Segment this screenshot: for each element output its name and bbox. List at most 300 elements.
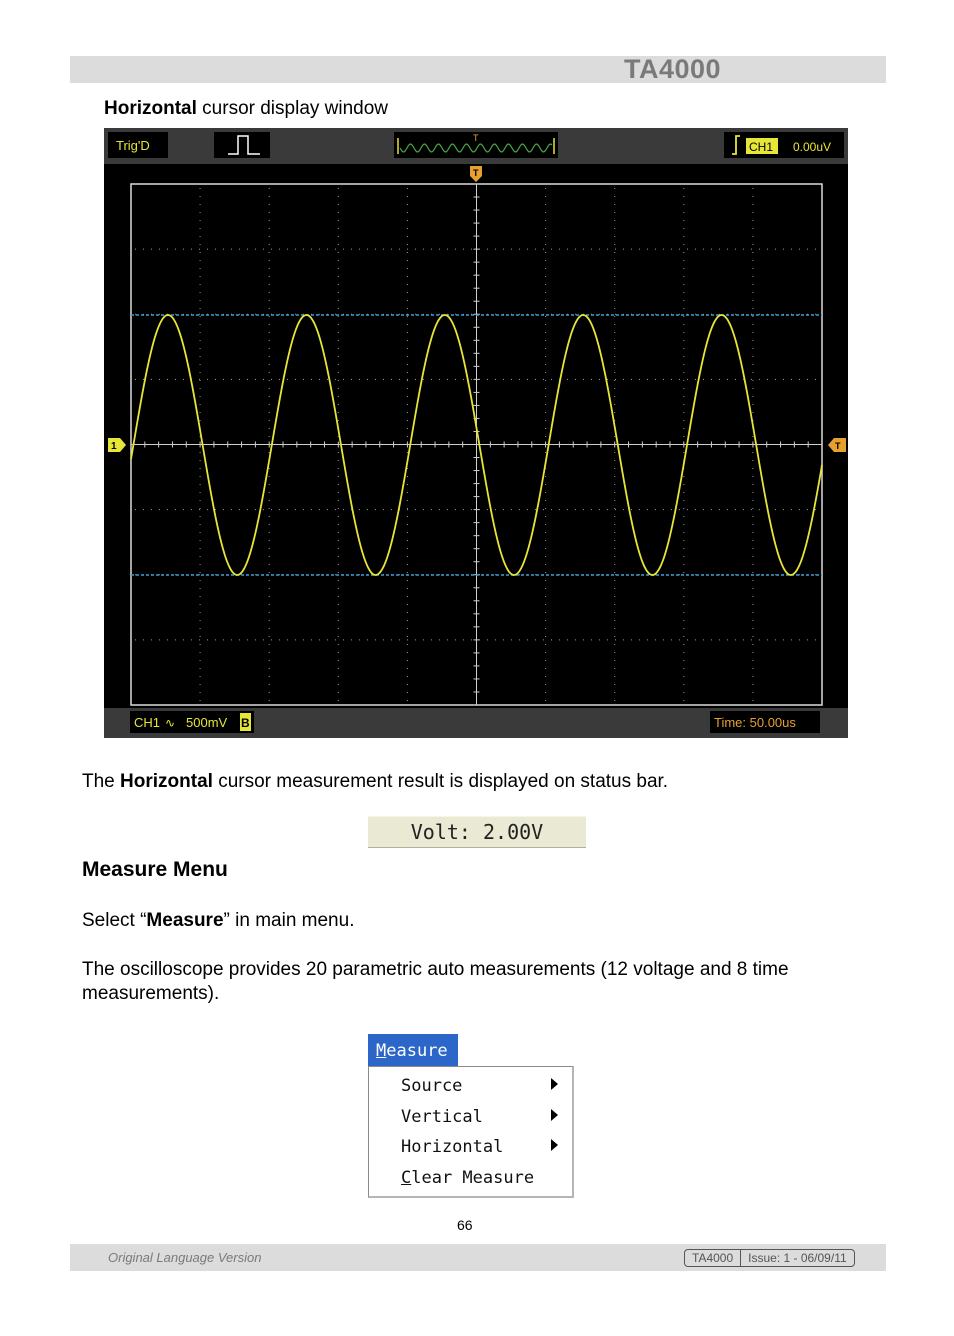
menu-item-vertical[interactable]: Vertical (401, 1107, 483, 1127)
grid-dot (407, 628, 408, 629)
grid-dot (695, 379, 696, 380)
grid-dot (200, 356, 201, 357)
grid-dot (338, 388, 339, 389)
grid-dot (255, 639, 256, 640)
grid-dot (269, 548, 270, 549)
grid-dot (269, 252, 270, 253)
grid-dot (338, 276, 339, 277)
grid-dot (471, 249, 472, 250)
grid-dot (269, 404, 270, 405)
grid-dot (183, 249, 184, 250)
grid-dot (583, 639, 584, 640)
grid-dot (752, 604, 753, 605)
grid-dot (671, 509, 672, 510)
grid-dot (775, 509, 776, 510)
grid-dot (239, 379, 240, 380)
grid-dot (407, 324, 408, 325)
grid-dot (200, 268, 201, 269)
grid-dot (759, 574, 760, 575)
grid-dot (327, 249, 328, 250)
grid-dot (545, 700, 546, 701)
grid-dot (545, 644, 546, 645)
grid-dot (545, 596, 546, 597)
grid-dot (200, 628, 201, 629)
grid-dot (167, 509, 168, 510)
grid-dot (614, 332, 615, 333)
grid-dot (367, 639, 368, 640)
grid-dot (407, 516, 408, 517)
trigger-position-label: T (473, 168, 479, 178)
grid-dot (752, 372, 753, 373)
grid-dot (407, 388, 408, 389)
grid-dot (545, 220, 546, 221)
grid-dot (614, 308, 615, 309)
grid-dot (535, 574, 536, 575)
grid-dot (591, 639, 592, 640)
grid-dot (683, 284, 684, 285)
grid-dot (338, 668, 339, 669)
grid-dot (407, 500, 408, 501)
grid-dot (623, 639, 624, 640)
grid-dot (567, 249, 568, 250)
grid-dot (683, 692, 684, 693)
grid-dot (415, 574, 416, 575)
grid-dot (319, 249, 320, 250)
grid-dot (752, 700, 753, 701)
grid-dot (752, 268, 753, 269)
grid-dot (407, 452, 408, 453)
grid-dot (752, 356, 753, 357)
grid-dot (679, 249, 680, 250)
overview-trigger-marker: T (473, 133, 479, 143)
grid-dot (200, 636, 201, 637)
grid-dot (615, 639, 616, 640)
grid-dot (159, 509, 160, 510)
grid-dot (519, 379, 520, 380)
grid-dot (183, 509, 184, 510)
grid-dot (545, 652, 546, 653)
grid-dot (535, 379, 536, 380)
grid-dot (431, 509, 432, 510)
grid-dot (752, 220, 753, 221)
grid-dot (255, 379, 256, 380)
grid-dot (663, 509, 664, 510)
grid-dot (159, 574, 160, 575)
grid-dot (751, 639, 752, 640)
grid-dot (407, 340, 408, 341)
grid-dot (199, 574, 200, 575)
grid-dot (295, 574, 296, 575)
grid-dot (200, 548, 201, 549)
measure-menu-title[interactable] (368, 1034, 458, 1066)
grid-dot (759, 509, 760, 510)
grid-dot (583, 509, 584, 510)
grid-dot (200, 596, 201, 597)
grid-dot (439, 379, 440, 380)
grid-dot (687, 379, 688, 380)
grid-dot (359, 249, 360, 250)
menu-item-source[interactable]: Source (401, 1076, 463, 1096)
grid-dot (751, 379, 752, 380)
grid-dot (639, 509, 640, 510)
grid-dot (503, 379, 504, 380)
grid-dot (614, 620, 615, 621)
grid-dot (200, 612, 201, 613)
grid-dot (338, 212, 339, 213)
grid-dot (407, 700, 408, 701)
grid-dot (335, 249, 336, 250)
grid-dot (295, 639, 296, 640)
grid-dot (567, 639, 568, 640)
grid-dot (311, 509, 312, 510)
grid-dot (269, 596, 270, 597)
grid-dot (767, 379, 768, 380)
grid-dot (231, 639, 232, 640)
grid-dot (269, 220, 270, 221)
grid-dot (269, 580, 270, 581)
grid-dot (752, 508, 753, 509)
grid-dot (752, 308, 753, 309)
grid-dot (545, 332, 546, 333)
grid-dot (695, 639, 696, 640)
grid-dot (567, 509, 568, 510)
grid-dot (683, 668, 684, 669)
grid-dot (639, 314, 640, 315)
grid-dot (223, 639, 224, 640)
submenu-arrow-icon (551, 1078, 558, 1090)
grid-dot (338, 596, 339, 597)
grid-dot (269, 604, 270, 605)
grid-dot (591, 379, 592, 380)
grid-dot (727, 509, 728, 510)
grid-dot (583, 249, 584, 250)
grid-dot (407, 260, 408, 261)
grid-dot (545, 356, 546, 357)
menu-item-horizontal[interactable]: Horizontal (401, 1137, 504, 1157)
ch1-ground-label: 1 (111, 441, 117, 452)
grid-dot (415, 639, 416, 640)
grid-dot (269, 276, 270, 277)
grid-dot (623, 509, 624, 510)
grid-dot (683, 516, 684, 517)
grid-dot (683, 620, 684, 621)
grid-dot (269, 516, 270, 517)
grid-dot (338, 452, 339, 453)
grid-dot (495, 574, 496, 575)
grid-dot (338, 692, 339, 693)
grid-dot (407, 644, 408, 645)
grid-dot (815, 639, 816, 640)
grid-dot (683, 348, 684, 349)
grid-dot (683, 300, 684, 301)
grid-dot (545, 188, 546, 189)
grid-dot (807, 509, 808, 510)
grid-dot (269, 348, 270, 349)
grid-dot (269, 372, 270, 373)
grid-dot (311, 639, 312, 640)
grid-dot (783, 249, 784, 250)
caption-text: cursor display window (196, 98, 389, 119)
grid-dot (815, 509, 816, 510)
grid-dot (775, 314, 776, 315)
grid-dot (614, 404, 615, 405)
grid-dot (269, 388, 270, 389)
grid-dot (752, 260, 753, 261)
grid-dot (799, 379, 800, 380)
grid-dot (545, 396, 546, 397)
grid-dot (338, 348, 339, 349)
grid-dot (407, 556, 408, 557)
grid-dot (367, 379, 368, 380)
grid-dot (647, 639, 648, 640)
grid-dot (407, 612, 408, 613)
grid-dot (752, 636, 753, 637)
grid-dot (175, 379, 176, 380)
grid-dot (545, 436, 546, 437)
grid-dot (207, 639, 208, 640)
grid-dot (269, 612, 270, 613)
menu-title-mnemonic: M (376, 1041, 387, 1061)
footer-model: TA4000 (692, 1251, 734, 1265)
grid-dot (359, 509, 360, 510)
grid-dot (338, 252, 339, 253)
grid-dot (614, 580, 615, 581)
grid-dot (545, 364, 546, 365)
grid-dot (527, 379, 528, 380)
grid-dot (683, 364, 684, 365)
grid-dot (752, 364, 753, 365)
grid-dot (215, 314, 216, 315)
grid-dot (338, 628, 339, 629)
menu-item-clear-measure[interactable] (401, 1168, 534, 1188)
grid-dot (338, 340, 339, 341)
grid-dot (614, 260, 615, 261)
grid-dot (269, 628, 270, 629)
grid-dot (543, 379, 544, 380)
grid-dot (199, 249, 200, 250)
grid-dot (511, 379, 512, 380)
grid-dot (247, 509, 248, 510)
measure-menu-dropdown (368, 1066, 574, 1198)
grid-dot (683, 276, 684, 277)
grid-dot (407, 668, 408, 669)
grid-dot (269, 236, 270, 237)
grid-dot (439, 249, 440, 250)
grid-dot (191, 509, 192, 510)
grid-dot (503, 509, 504, 510)
volt-status-readout: Volt: 2.00V (368, 816, 586, 848)
grid-dot (200, 236, 201, 237)
grid-dot (183, 379, 184, 380)
grid-dot (175, 314, 176, 315)
grid-dot (511, 509, 512, 510)
footer-issue: Issue: 1 - 06/09/11 (748, 1251, 847, 1265)
grid-dot (338, 652, 339, 653)
grid-dot (683, 612, 684, 613)
grid-dot (375, 249, 376, 250)
grid-dot (683, 316, 684, 317)
grid-dot (200, 572, 201, 573)
grid-dot (752, 276, 753, 277)
grid-dot (751, 249, 752, 250)
grid-dot (614, 364, 615, 365)
grid-dot (269, 556, 270, 557)
figure-caption (104, 98, 388, 120)
grid-dot (671, 379, 672, 380)
grid-dot (631, 509, 632, 510)
grid-dot (647, 249, 648, 250)
grid-dot (545, 628, 546, 629)
grid-dot (279, 249, 280, 250)
grid-dot (683, 700, 684, 701)
grid-dot (679, 314, 680, 315)
grid-dot (545, 412, 546, 413)
grid-dot (231, 379, 232, 380)
grid-dot (407, 484, 408, 485)
grid-dot (269, 532, 270, 533)
para1-bold: Horizontal (120, 771, 213, 792)
grid-dot (545, 340, 546, 341)
grid-dot (269, 316, 270, 317)
grid-dot (200, 684, 201, 685)
grid-dot (752, 548, 753, 549)
grid-dot (338, 268, 339, 269)
grid-dot (519, 639, 520, 640)
grid-dot (200, 524, 201, 525)
grid-dot (615, 314, 616, 315)
grid-dot (255, 249, 256, 250)
grid-dot (407, 276, 408, 277)
grid-dot (338, 532, 339, 533)
grid-dot (351, 379, 352, 380)
grid-dot (269, 484, 270, 485)
grid-dot (791, 509, 792, 510)
grid-dot (647, 379, 648, 380)
grid-dot (143, 249, 144, 250)
grid-dot (407, 692, 408, 693)
grid-dot (303, 639, 304, 640)
grid-dot (683, 540, 684, 541)
grid-dot (199, 639, 200, 640)
grid-dot (752, 580, 753, 581)
grid-dot (683, 556, 684, 557)
grid-dot (407, 676, 408, 677)
grid-dot (551, 639, 552, 640)
grid-dot (575, 379, 576, 380)
para1-post: cursor measurement result is displayed on status bar. (212, 771, 669, 792)
grid-dot (614, 636, 615, 637)
grid-dot (338, 620, 339, 621)
grid-dot (683, 484, 684, 485)
grid-dot (255, 314, 256, 315)
grid-dot (545, 236, 546, 237)
grid-dot (447, 509, 448, 510)
grid-dot (683, 564, 684, 565)
grid-dot (752, 612, 753, 613)
grid-dot (271, 249, 272, 250)
grid-dot (545, 540, 546, 541)
grid-dot (752, 500, 753, 501)
grid-dot (545, 484, 546, 485)
grid-dot (407, 412, 408, 413)
grid-dot (735, 379, 736, 380)
grid-dot (200, 196, 201, 197)
oscilloscope-display (104, 128, 848, 738)
header-bar (70, 56, 886, 83)
grid-dot (759, 379, 760, 380)
submenu-arrow-icon (551, 1109, 558, 1121)
grid-dot (338, 300, 339, 301)
grid-dot (338, 468, 339, 469)
grid-dot (263, 379, 264, 380)
grid-dot (269, 364, 270, 365)
grid-dot (607, 639, 608, 640)
grid-dot (175, 509, 176, 510)
grid-dot (407, 364, 408, 365)
grid-dot (545, 532, 546, 533)
grid-dot (338, 588, 339, 589)
grid-dot (591, 509, 592, 510)
grid-dot (775, 249, 776, 250)
grid-dot (614, 340, 615, 341)
grid-dot (495, 314, 496, 315)
grid-dot (783, 509, 784, 510)
grid-dot (159, 314, 160, 315)
grid-dot (319, 509, 320, 510)
grid-dot (683, 532, 684, 533)
grid-dot (752, 668, 753, 669)
grid-dot (599, 314, 600, 315)
grid-dot (455, 639, 456, 640)
grid-dot (367, 509, 368, 510)
grid-dot (269, 476, 270, 477)
grid-dot (727, 379, 728, 380)
grid-dot (338, 204, 339, 205)
grid-dot (200, 276, 201, 277)
grid-dot (607, 249, 608, 250)
grid-dot (200, 468, 201, 469)
grid-dot (614, 324, 615, 325)
grid-dot (719, 509, 720, 510)
grid-dot (407, 508, 408, 509)
grid-dot (559, 314, 560, 315)
grid-dot (269, 204, 270, 205)
grid-dot (375, 379, 376, 380)
grid-dot (727, 639, 728, 640)
grid-dot (545, 668, 546, 669)
grid-dot (200, 620, 201, 621)
grid-dot (279, 639, 280, 640)
grid-dot (751, 509, 752, 510)
grid-dot (655, 249, 656, 250)
grid-dot (527, 509, 528, 510)
grid-dot (295, 314, 296, 315)
grid-dot (135, 249, 136, 250)
grid-dot (338, 548, 339, 549)
grid-dot (391, 249, 392, 250)
grid-dot (683, 396, 684, 397)
grid-dot (599, 379, 600, 380)
grid-dot (752, 588, 753, 589)
grid-dot (752, 492, 753, 493)
grid-dot (463, 379, 464, 380)
grid-dot (752, 188, 753, 189)
grid-dot (319, 314, 320, 315)
grid-dot (338, 676, 339, 677)
grid-dot (543, 509, 544, 510)
grid-dot (545, 276, 546, 277)
grid-dot (545, 348, 546, 349)
